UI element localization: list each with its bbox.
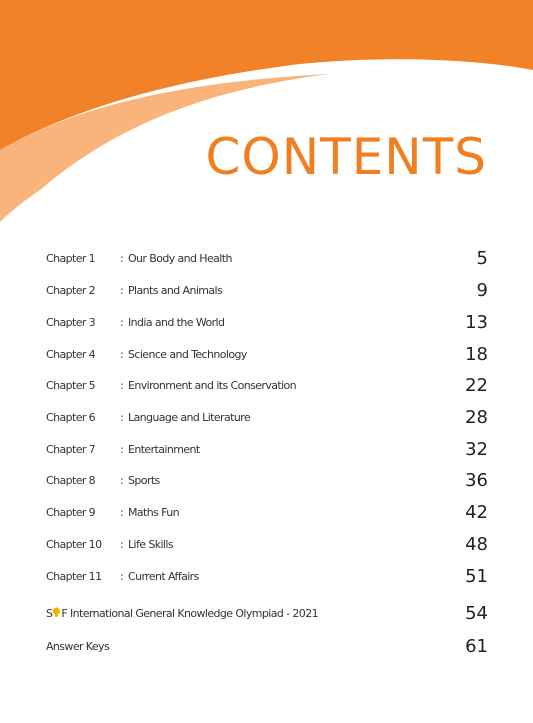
separator: : bbox=[120, 443, 124, 456]
chapter-number: Chapter 9 bbox=[46, 506, 96, 519]
page-number: 54 bbox=[465, 603, 488, 624]
chapter-number: Chapter 3 bbox=[46, 316, 96, 329]
entry-title: Answer Keys bbox=[46, 640, 110, 653]
toc-entry-label bbox=[46, 348, 247, 361]
toc-entry-label bbox=[46, 379, 296, 392]
separator: : bbox=[120, 411, 124, 424]
chapter-number: Chapter 2 bbox=[46, 284, 96, 297]
page-number: 18 bbox=[465, 344, 488, 365]
chapter-title: Science and Technology bbox=[128, 348, 247, 361]
toc-entry-label bbox=[46, 284, 222, 297]
toc-entry-label bbox=[46, 474, 160, 487]
toc-row-chapter-7[interactable] bbox=[46, 433, 488, 459]
chapter-title: India and the World bbox=[128, 316, 225, 329]
separator: : bbox=[120, 474, 124, 487]
chapter-title: Life Skills bbox=[128, 538, 173, 551]
toc-row-chapter-4[interactable] bbox=[46, 338, 488, 364]
page-number: 48 bbox=[465, 534, 488, 555]
toc-row-chapter-1[interactable] bbox=[46, 242, 488, 268]
toc-row-olympiad[interactable] bbox=[46, 597, 488, 623]
page-number: 32 bbox=[465, 439, 488, 460]
toc-row-chapter-10[interactable] bbox=[46, 528, 488, 554]
page-number: 5 bbox=[476, 248, 488, 269]
chapter-title: Entertainment bbox=[128, 443, 200, 456]
page-number: 22 bbox=[465, 375, 488, 396]
toc-entry-label bbox=[46, 640, 109, 653]
separator: : bbox=[120, 538, 124, 551]
separator: : bbox=[120, 379, 124, 392]
separator: : bbox=[120, 284, 124, 297]
page-number: 61 bbox=[465, 636, 488, 657]
separator: : bbox=[120, 316, 124, 329]
page-number: 42 bbox=[465, 502, 488, 523]
toc-row-chapter-8[interactable] bbox=[46, 464, 488, 490]
separator: : bbox=[120, 348, 124, 361]
toc-row-chapter-5[interactable] bbox=[46, 369, 488, 395]
page-title: CONTENTS bbox=[205, 128, 487, 186]
chapter-number: Chapter 10 bbox=[46, 538, 102, 551]
chapter-number: Chapter 4 bbox=[46, 348, 96, 361]
separator: : bbox=[120, 252, 124, 265]
chapter-number: Chapter 11 bbox=[46, 570, 102, 583]
toc-entry-label bbox=[46, 411, 250, 424]
sof-logo-f: F bbox=[61, 607, 68, 620]
toc-row-chapter-2[interactable] bbox=[46, 274, 488, 300]
page-number: 51 bbox=[465, 566, 488, 587]
chapter-title: Plants and Animals bbox=[128, 284, 223, 297]
page-number: 9 bbox=[476, 280, 488, 301]
chapter-title: Sports bbox=[128, 474, 160, 487]
toc-row-chapter-6[interactable] bbox=[46, 401, 488, 427]
toc-row-chapter-11[interactable] bbox=[46, 560, 488, 586]
toc-entry-label bbox=[46, 538, 173, 551]
toc-entry-label bbox=[46, 570, 199, 583]
chapter-number: Chapter 6 bbox=[46, 411, 96, 424]
sof-logo bbox=[46, 607, 67, 620]
chapter-number: Chapter 8 bbox=[46, 474, 96, 487]
entry-title: International General Knowledge Olympiad - 2021 bbox=[70, 607, 319, 620]
page-number: 13 bbox=[465, 312, 488, 333]
chapter-title: Maths Fun bbox=[128, 506, 180, 519]
page-number: 28 bbox=[465, 407, 488, 428]
toc-row-answer-keys[interactable] bbox=[46, 630, 488, 656]
toc-entry-label bbox=[46, 443, 200, 456]
chapter-number: Chapter 7 bbox=[46, 443, 96, 456]
toc-entry-label bbox=[46, 252, 232, 265]
toc-entry-label bbox=[46, 316, 224, 329]
page-number: 36 bbox=[465, 470, 488, 491]
separator: : bbox=[120, 506, 124, 519]
toc-entry-label bbox=[46, 607, 318, 620]
chapter-number: Chapter 1 bbox=[46, 252, 96, 265]
chapter-title: Our Body and Health bbox=[128, 252, 232, 265]
chapter-title: Language and Literature bbox=[128, 411, 251, 424]
sof-logo-s: S bbox=[46, 607, 53, 620]
toc-row-chapter-9[interactable] bbox=[46, 496, 488, 522]
toc-row-chapter-3[interactable] bbox=[46, 306, 488, 332]
chapter-number: Chapter 5 bbox=[46, 379, 96, 392]
chapter-title: Environment and its Conservation bbox=[128, 379, 297, 392]
separator: : bbox=[120, 570, 124, 583]
toc-entry-label bbox=[46, 506, 179, 519]
chapter-title: Current Affairs bbox=[128, 570, 199, 583]
